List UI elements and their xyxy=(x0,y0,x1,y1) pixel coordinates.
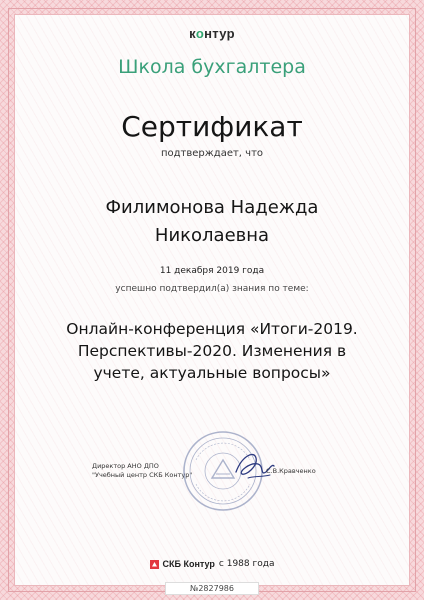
certificate-number: №2827986 xyxy=(165,582,259,595)
signer-name: С.В.Кравченко xyxy=(266,467,316,475)
certificate-title: Сертификат xyxy=(121,110,303,143)
recipient-name xyxy=(0,194,424,250)
recipient-name-line1: Филимонова Надежда xyxy=(105,197,319,218)
issue-date: 11 декабря 2019 года xyxy=(159,266,265,276)
topic-line1: Онлайн-конференция «Итоги-2019. xyxy=(66,320,358,338)
topic-line3: учете, актуальные вопросы» xyxy=(93,364,331,382)
topic-line2: Перспективы-2020. Изменения в xyxy=(77,342,347,360)
footer-since: с 1988 года xyxy=(218,559,275,569)
director-line1: Директор АНО ДПО xyxy=(92,462,159,470)
logo-text-end: нтур xyxy=(204,26,235,41)
footer-brand: СКБ Контур xyxy=(162,559,215,569)
logo-text-start: к xyxy=(189,26,196,41)
course-topic xyxy=(62,318,362,384)
recipient-name-line2: Николаевна xyxy=(154,225,270,246)
school-name: Школа бухгалтера xyxy=(118,56,306,78)
footer xyxy=(0,559,424,569)
kontur-logo xyxy=(0,26,424,41)
director-line2: "Учебный центр СКБ Контур" xyxy=(92,471,193,479)
logo-mark: о xyxy=(195,26,205,41)
confirms-text: подтверждает, что xyxy=(160,148,264,159)
success-text: успешно подтвердил(а) знания по теме: xyxy=(115,284,309,294)
director-signature xyxy=(232,446,276,486)
skb-kontur-icon xyxy=(150,560,159,569)
